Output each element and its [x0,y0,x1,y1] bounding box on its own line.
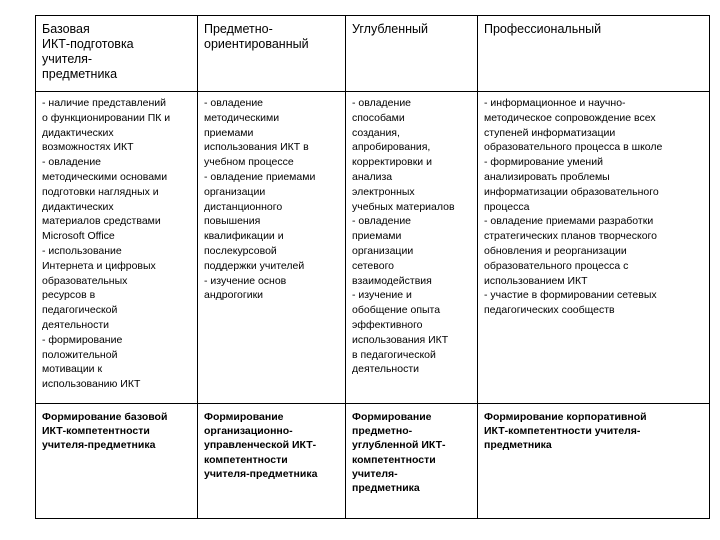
cell-text-line: Углубленный [352,22,428,36]
header-cell-subject-oriented [198,16,346,92]
cell-text-line: деятельности [42,318,109,331]
cell-text-line: в педагогической [352,348,436,361]
cell-text-line: ступеней информатизации [484,126,616,139]
cell-text-line: Формирование корпоративной [484,411,647,423]
cell-text-line: информатизации образовательного [484,185,659,198]
cell-text-line: - овладение [352,215,412,228]
cell-text-line: стратегических планов творческого [484,230,657,243]
header-cell-professional [478,16,710,92]
cell-text-line: учителя-предметника [42,439,156,452]
cell-text-line: приемами [352,230,402,243]
cell-text-line: образовательного процесса в школе [484,141,663,154]
cell-text-line: углубленной ИКТ- [352,439,446,452]
cell-text-line: дидактических [42,200,114,213]
cell-text-line: - изучение и [352,289,412,302]
cell-text-line: - изучение основ [204,274,287,287]
cell-text-line: использования ИКТ [352,333,449,346]
cell-text-line: ИКТ-компетентности учителя- [484,425,641,438]
cell-text-line: управленческой ИКТ- [204,439,317,452]
cell-text-line: эффективного [352,318,423,331]
cell-text-line: ИКТ-компетентности [42,425,150,438]
cell-text-line: учителя-предметника [204,467,318,480]
cell-text-line: деятельности [352,363,419,376]
cell-text-line: учителя- [42,52,93,66]
cell-text-line: способами [352,111,405,124]
cell-text-line: - овладение [204,97,264,109]
footer-cell-professional [478,404,710,519]
cell-text-line: квалификации и [204,230,284,243]
table-content-row [36,92,710,404]
cell-text-line: организационно- [204,425,293,438]
cell-text-line: анализа [352,170,393,183]
cell-text-line: - участие в формировании сетевых [484,289,657,302]
cell-text-line: учебных материалов [352,200,455,213]
content-cell-advanced [346,92,478,404]
cell-text-line: материалов средствами [42,215,161,228]
cell-text-line: Формирование базовой [42,411,168,423]
cell-text-line: анализировать проблемы [484,170,610,183]
cell-text-line: предметно- [352,425,413,438]
cell-text-line: - овладение приемами [204,170,316,183]
cell-text-line: методическими [204,111,280,124]
cell-text-line: предметника [42,67,118,81]
cell-text-line: организации [352,244,414,257]
cell-text-line: - информационное и научно- [484,97,626,109]
cell-text-line: использованием ИКТ [484,274,588,287]
cell-text-line: послекурсовой [204,244,277,257]
table-footer-row [36,404,710,519]
cell-text-line: - формирование [42,333,123,346]
cell-text-line: ИКТ-подготовка [42,37,134,51]
cell-text-line: Профессиональный [484,22,602,36]
cell-text-line: приемами [204,126,254,139]
cell-text-line: Базовая [42,22,90,36]
cell-text-line: - формирование умений [484,156,603,169]
header-cell-advanced [346,16,478,92]
content-cell-basic [36,92,198,404]
cell-text-line: повышения [204,215,261,228]
cell-text-line: образовательного процесса с [484,259,629,272]
cell-text-line: - овладение приемами разработки [484,215,654,228]
cell-text-line: - наличие представлений [42,97,167,109]
content-cell-subject-oriented [198,92,346,404]
cell-text-line: ресурсов в [42,289,96,302]
cell-text-line: использования ИКТ в [204,141,309,154]
cell-text-line: педагогической [42,304,118,317]
table-header-row [36,16,710,92]
cell-text-line: поддержки учителей [204,259,305,272]
cell-text-line: ориентированный [204,37,309,51]
cell-text-line: учителя- [352,467,398,480]
cell-text-line: Microsoft Office [42,230,115,243]
cell-text-line: Интернета и цифровых [42,259,156,272]
cell-text-line: возможностях ИКТ [42,141,134,154]
cell-text-line: о функционировании ПК и [42,111,171,124]
cell-text-line: - овладение [352,97,412,109]
cell-text-line: Формирование [204,411,284,423]
cell-text-line: андрогогики [204,289,264,302]
cell-text-line: - использование [42,244,122,257]
cell-text-line: методическое сопровождение всех [484,111,656,124]
cell-text-line: обновления и реорганизации [484,244,627,257]
cell-text-line: корректировки и [352,156,432,169]
cell-text-line: - овладение [42,156,102,169]
content-cell-professional [478,92,710,404]
cell-text-line: Формирование [352,411,432,423]
cell-text-line: организации [204,185,266,198]
cell-text-line: образовательных [42,274,128,287]
cell-text-line: использованию ИКТ [42,378,141,391]
cell-text-line: подготовки наглядных и [42,185,159,198]
cell-text-line: процесса [484,200,530,213]
cell-text-line: учебном процессе [204,156,294,169]
cell-text-line: обобщение опыта [352,304,441,317]
footer-cell-subject-oriented [198,404,346,519]
cell-text-line: дидактических [42,126,114,139]
cell-text-line: создания, [352,126,400,139]
cell-text-line: предметника [352,482,420,495]
cell-text-line: апробирования, [352,141,431,154]
cell-text-line: компетентности [204,453,288,466]
cell-text-line: предметника [484,439,552,452]
cell-text-line: компетентности [352,453,436,466]
cell-text-line: положительной [42,348,118,361]
cell-text-line: дистанционного [204,200,283,213]
header-cell-basic [36,16,198,92]
cell-text-line: взаимодействия [352,274,432,287]
cell-text-line: Предметно- [204,22,273,36]
cell-text-line: электронных [352,185,415,198]
cell-text-line: педагогических сообществ [484,304,615,317]
footer-cell-advanced [346,404,478,519]
cell-text-line: методическими основами [42,170,168,183]
cell-text-line: мотивации к [42,363,103,376]
footer-cell-basic [36,404,198,519]
competency-levels-table [35,15,710,519]
cell-text-line: сетевого [352,259,395,272]
